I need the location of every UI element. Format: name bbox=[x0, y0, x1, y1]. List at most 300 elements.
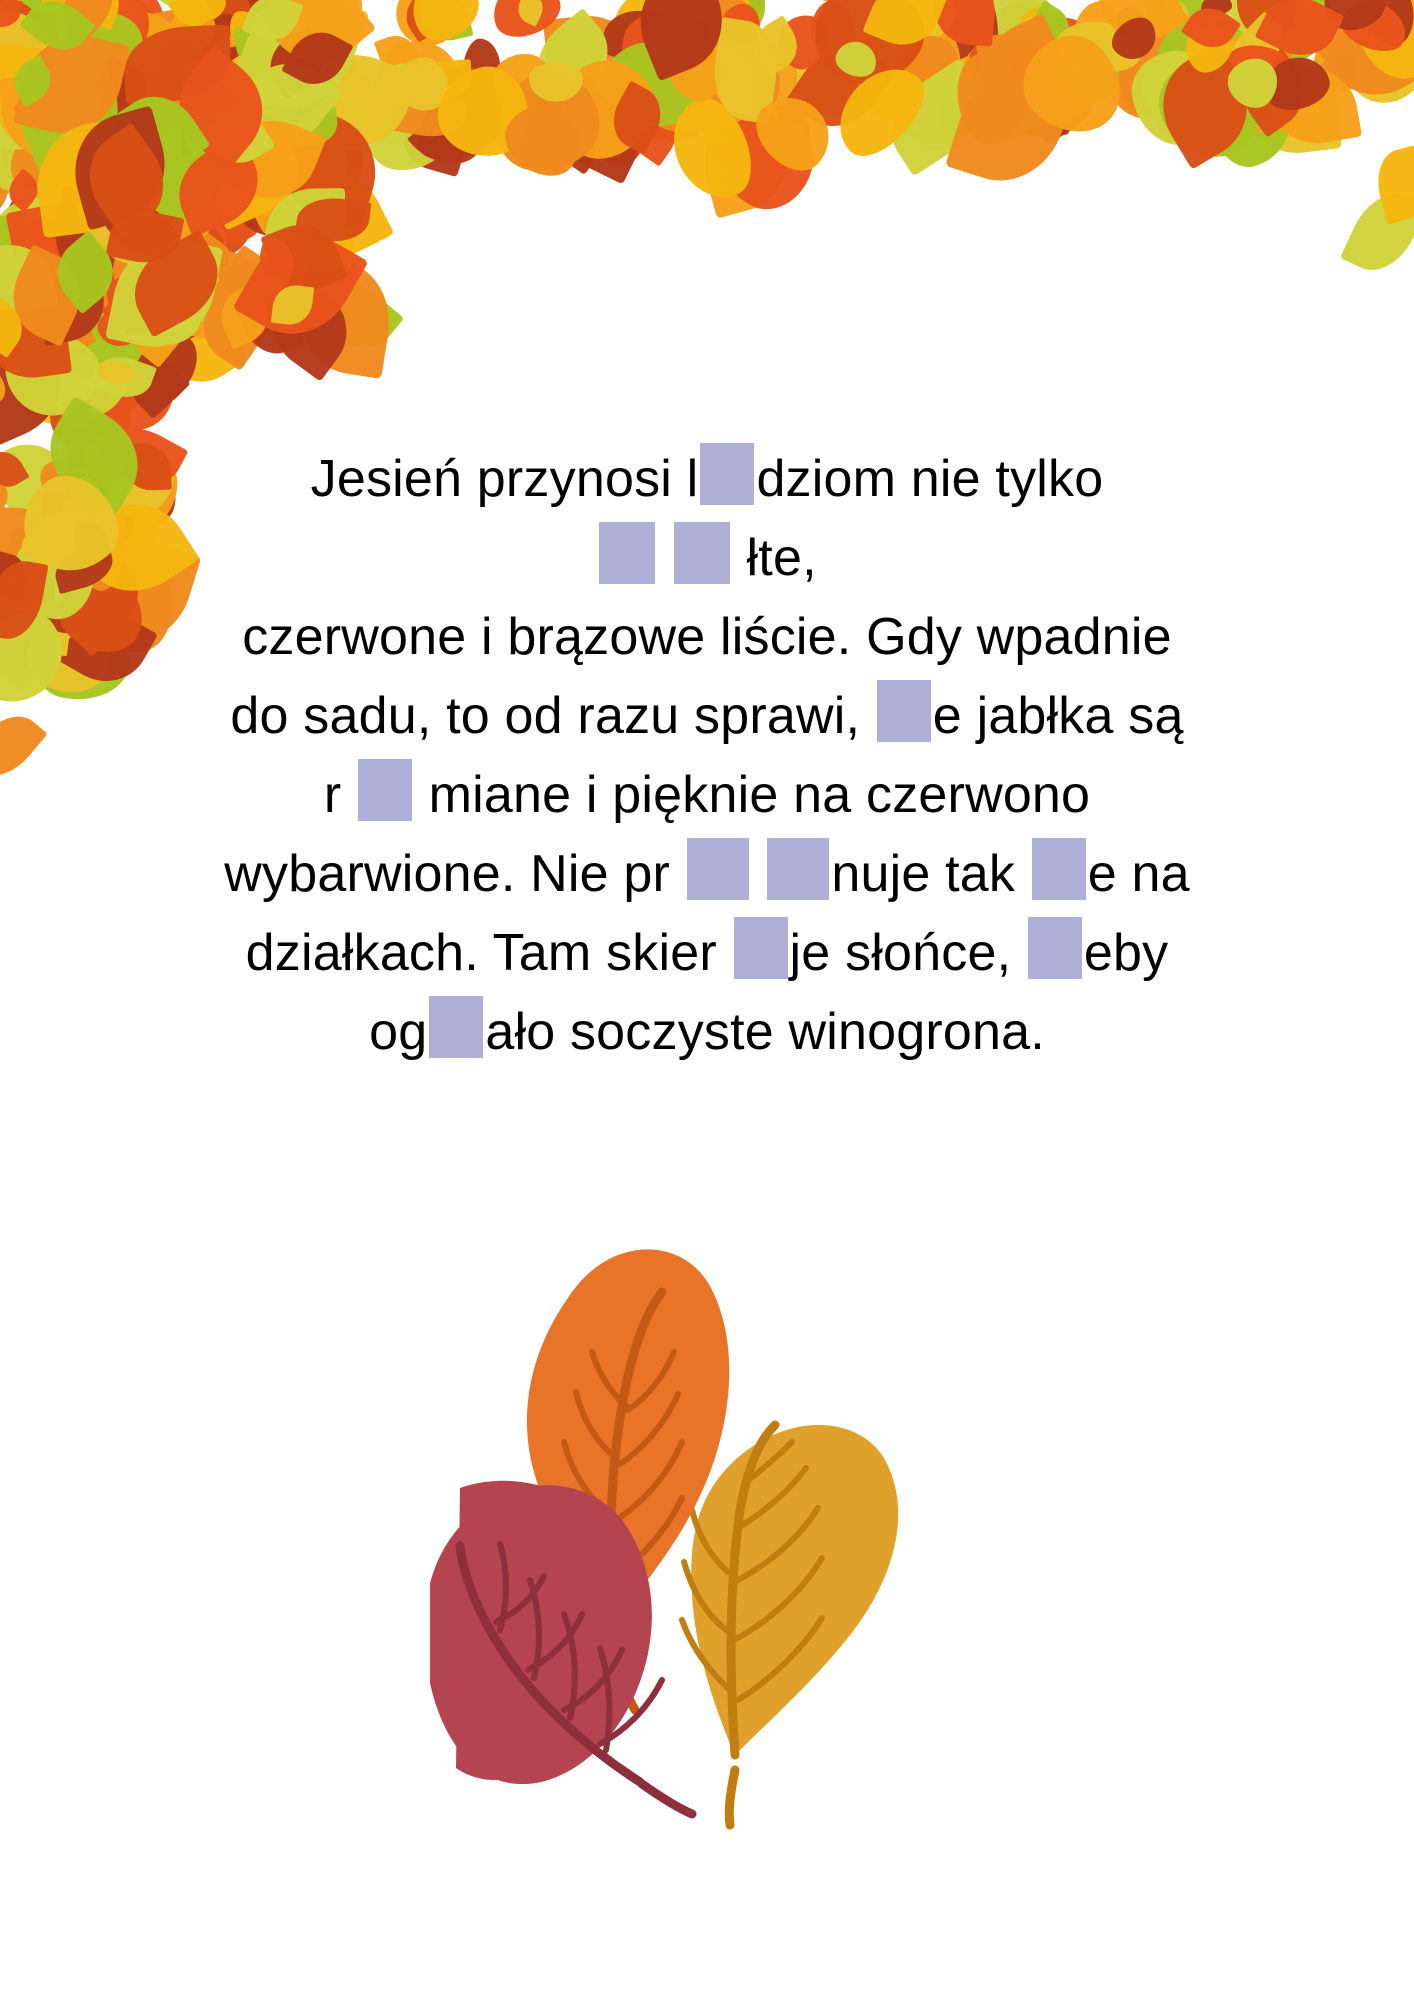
border-leaf-icon bbox=[0, 244, 95, 347]
border-leaf-icon bbox=[89, 52, 177, 140]
border-leaf-icon bbox=[167, 53, 244, 133]
border-leaf-icon bbox=[31, 217, 108, 313]
border-leaf-icon bbox=[105, 188, 230, 308]
yellow-oak-leaf bbox=[682, 1425, 898, 1825]
border-leaf-icon bbox=[81, 118, 206, 244]
border-leaf-icon bbox=[967, 40, 1007, 77]
border-leaf-icon bbox=[1342, 0, 1414, 92]
border-leaf-icon bbox=[945, 56, 1077, 197]
border-leaf-icon bbox=[0, 230, 8, 274]
border-leaf-icon bbox=[484, 0, 567, 46]
missing-letter-blank[interactable] bbox=[687, 838, 749, 900]
border-leaf-icon bbox=[706, 53, 786, 127]
border-leaf-icon bbox=[257, 78, 351, 173]
border-leaf-icon bbox=[701, 0, 768, 67]
border-leaf-icon bbox=[95, 20, 191, 110]
border-leaf-icon bbox=[428, 59, 536, 167]
border-leaf-icon bbox=[75, 66, 196, 179]
border-leaf-icon bbox=[951, 0, 1086, 104]
border-leaf-icon bbox=[894, 29, 963, 90]
border-leaf-icon bbox=[624, 93, 676, 145]
border-leaf-icon bbox=[242, 0, 305, 49]
border-leaf-icon bbox=[161, 20, 206, 69]
border-leaf-icon bbox=[104, 260, 132, 277]
border-leaf-icon bbox=[133, 208, 179, 255]
border-leaf-icon bbox=[14, 197, 103, 279]
border-leaf-icon bbox=[635, 31, 682, 71]
border-leaf-icon bbox=[189, 56, 295, 163]
border-leaf-icon bbox=[179, 0, 314, 87]
border-leaf-icon bbox=[165, 138, 271, 238]
border-leaf-icon bbox=[0, 53, 46, 96]
border-leaf-icon bbox=[201, 80, 257, 138]
border-leaf-icon bbox=[972, 13, 1080, 124]
border-leaf-icon bbox=[112, 81, 211, 183]
border-leaf-icon bbox=[122, 25, 232, 104]
missing-letter-blank[interactable] bbox=[1028, 917, 1082, 979]
border-leaf-icon bbox=[529, 62, 584, 102]
border-leaf-icon bbox=[17, 307, 93, 374]
border-leaf-icon bbox=[80, 43, 130, 104]
border-leaf-icon bbox=[157, 160, 225, 223]
missing-letter-blank[interactable] bbox=[599, 522, 655, 584]
border-leaf-icon bbox=[397, 0, 459, 42]
border-leaf-icon bbox=[163, 0, 231, 30]
three-autumn-leaves-illustration bbox=[430, 1210, 950, 1830]
worksheet-text bbox=[60, 440, 1354, 1072]
border-leaf-icon bbox=[235, 286, 306, 363]
border-leaf-icon bbox=[0, 112, 48, 192]
border-leaf-icon bbox=[106, 193, 209, 283]
border-leaf-icon bbox=[249, 0, 321, 53]
border-leaf-icon bbox=[0, 43, 111, 164]
border-leaf-icon bbox=[71, 121, 156, 187]
border-leaf-icon bbox=[215, 105, 326, 213]
border-leaf-icon bbox=[12, 304, 146, 436]
border-leaf-icon bbox=[0, 10, 78, 93]
border-leaf-icon bbox=[0, 360, 12, 407]
border-leaf-icon bbox=[0, 324, 106, 423]
border-leaf-icon bbox=[0, 0, 38, 18]
border-leaf-icon bbox=[0, 232, 12, 291]
text-fragment: r bbox=[323, 766, 356, 825]
border-leaf-icon bbox=[300, 121, 372, 188]
border-leaf-icon bbox=[521, 9, 624, 110]
border-leaf-icon bbox=[202, 0, 255, 9]
border-leaf-icon bbox=[158, 46, 284, 172]
border-leaf-icon bbox=[166, 208, 241, 295]
border-leaf-icon bbox=[975, 29, 1055, 102]
text-fragment bbox=[657, 529, 672, 587]
border-leaf-icon bbox=[1176, 51, 1241, 130]
border-leaf-icon bbox=[0, 287, 72, 384]
border-leaf-icon bbox=[441, 63, 524, 144]
border-leaf-icon bbox=[0, 0, 69, 45]
border-leaf-icon bbox=[115, 323, 213, 420]
border-leaf-icon bbox=[258, 78, 331, 147]
border-leaf-icon bbox=[265, 0, 376, 78]
border-leaf-icon bbox=[185, 52, 254, 122]
missing-letter-blank[interactable] bbox=[358, 759, 412, 821]
border-leaf-icon bbox=[215, 39, 296, 120]
border-leaf-icon bbox=[493, 91, 593, 188]
border-leaf-icon bbox=[106, 12, 161, 60]
border-leaf-icon bbox=[386, 61, 485, 177]
border-leaf-icon bbox=[1330, 11, 1414, 117]
border-leaf-icon bbox=[832, 36, 883, 86]
border-leaf-icon bbox=[1370, 145, 1414, 225]
border-leaf-icon bbox=[87, 181, 174, 267]
border-leaf-icon bbox=[5, 196, 115, 301]
border-leaf-icon bbox=[218, 134, 301, 189]
border-leaf-icon bbox=[125, 35, 168, 80]
border-leaf-icon bbox=[873, 58, 1000, 177]
border-leaf-icon bbox=[220, 43, 343, 169]
border-leaf-icon bbox=[113, 266, 187, 336]
border-leaf-icon bbox=[252, 270, 365, 381]
border-leaf-icon bbox=[218, 98, 321, 200]
border-leaf-icon bbox=[691, 84, 773, 169]
border-leaf-icon bbox=[0, 123, 59, 202]
border-leaf-icon bbox=[255, 237, 298, 282]
border-leaf-icon bbox=[104, 193, 179, 268]
border-leaf-icon bbox=[64, 20, 158, 121]
border-leaf-icon bbox=[63, 0, 164, 70]
text-fragment: łte, bbox=[731, 529, 817, 588]
border-leaf-icon bbox=[235, 33, 274, 98]
border-leaf-icon bbox=[550, 96, 598, 146]
border-leaf-icon bbox=[0, 595, 50, 690]
border-leaf-icon bbox=[131, 40, 191, 96]
border-leaf-icon bbox=[176, 78, 265, 174]
border-leaf-icon bbox=[81, 133, 119, 172]
missing-letter-blank[interactable] bbox=[767, 838, 829, 900]
border-leaf-icon bbox=[185, 101, 291, 200]
border-leaf-icon bbox=[993, 87, 1031, 124]
missing-letter-blank[interactable] bbox=[429, 996, 483, 1058]
border-leaf-icon bbox=[232, 20, 292, 78]
border-leaf-icon bbox=[138, 178, 214, 252]
border-leaf-icon bbox=[1369, 0, 1414, 41]
border-leaf-icon bbox=[389, 69, 501, 177]
border-leaf-icon bbox=[0, 339, 76, 449]
border-leaf-icon bbox=[118, 32, 149, 66]
border-leaf-icon bbox=[410, 92, 498, 172]
border-leaf-icon bbox=[51, 331, 156, 423]
border-leaf-icon bbox=[1312, 22, 1406, 92]
border-leaf-icon bbox=[76, 54, 162, 149]
border-leaf-icon bbox=[104, 139, 169, 208]
border-leaf-icon bbox=[1, 201, 107, 306]
border-leaf-icon bbox=[370, 100, 407, 134]
text-line bbox=[60, 598, 1354, 677]
missing-letter-blank[interactable] bbox=[674, 522, 730, 584]
border-leaf-icon bbox=[5, 13, 30, 43]
missing-letter-blank[interactable] bbox=[700, 443, 754, 505]
border-leaf-icon bbox=[1107, 1, 1153, 48]
border-leaf-icon bbox=[119, 229, 235, 337]
missing-letter-blank[interactable] bbox=[1032, 838, 1086, 900]
border-leaf-icon bbox=[1384, 7, 1414, 71]
border-leaf-icon bbox=[747, 15, 806, 76]
border-leaf-icon bbox=[280, 175, 358, 269]
border-leaf-icon bbox=[211, 132, 287, 211]
border-leaf-icon bbox=[584, 99, 621, 149]
border-leaf-icon bbox=[0, 268, 41, 313]
border-leaf-icon bbox=[1198, 0, 1285, 58]
text-fragment: e na bbox=[1087, 845, 1190, 904]
missing-letter-blank[interactable] bbox=[877, 680, 931, 742]
border-leaf-icon bbox=[0, 551, 32, 603]
border-leaf-icon bbox=[38, 86, 91, 133]
border-leaf-icon bbox=[559, 69, 663, 178]
border-leaf-icon bbox=[1198, 34, 1290, 136]
border-leaf-icon bbox=[198, 255, 291, 333]
border-leaf-icon bbox=[89, 1, 160, 56]
border-leaf-icon bbox=[119, 281, 203, 368]
border-leaf-icon bbox=[40, 219, 94, 283]
border-leaf-icon bbox=[96, 55, 195, 150]
border-leaf-icon bbox=[374, 30, 424, 82]
border-leaf-icon bbox=[0, 7, 91, 124]
border-leaf-icon bbox=[265, 189, 347, 268]
border-leaf-icon bbox=[1143, 42, 1267, 169]
border-leaf-icon bbox=[1200, 0, 1234, 17]
border-leaf-icon bbox=[0, 0, 57, 93]
border-leaf-icon bbox=[385, 47, 460, 121]
border-leaf-icon bbox=[400, 0, 489, 52]
border-leaf-icon bbox=[1007, 35, 1087, 103]
border-leaf-icon bbox=[110, 183, 242, 311]
border-leaf-icon bbox=[86, 10, 149, 68]
border-leaf-icon bbox=[182, 46, 282, 165]
border-leaf-icon bbox=[115, 98, 138, 127]
border-leaf-icon bbox=[0, 236, 58, 320]
border-leaf-icon bbox=[953, 48, 1032, 148]
border-leaf-icon bbox=[167, 0, 215, 35]
border-leaf-icon bbox=[0, 246, 108, 374]
border-leaf-icon bbox=[8, 566, 45, 606]
border-leaf-icon bbox=[1197, 55, 1302, 175]
border-leaf-icon bbox=[88, 264, 134, 299]
border-leaf-icon bbox=[67, 0, 127, 31]
border-leaf-icon bbox=[146, 204, 195, 265]
border-leaf-icon bbox=[123, 8, 171, 55]
border-leaf-icon bbox=[288, 54, 398, 167]
border-leaf-icon bbox=[160, 131, 217, 200]
border-leaf-icon bbox=[417, 0, 473, 46]
border-leaf-icon bbox=[1221, 0, 1312, 51]
border-leaf-icon bbox=[596, 0, 721, 93]
border-leaf-icon bbox=[59, 129, 154, 223]
border-leaf-icon bbox=[994, 60, 1069, 138]
border-leaf-icon bbox=[1030, 50, 1110, 128]
border-leaf-icon bbox=[162, 1, 224, 61]
border-leaf-icon bbox=[226, 7, 269, 63]
border-leaf-icon bbox=[292, 256, 399, 379]
border-leaf-icon bbox=[30, 118, 145, 238]
text-line bbox=[60, 993, 1354, 1072]
border-leaf-icon bbox=[2, 169, 45, 213]
border-leaf-icon bbox=[94, 221, 152, 279]
border-leaf-icon bbox=[108, 4, 160, 49]
border-leaf-icon bbox=[523, 102, 576, 166]
border-leaf-icon bbox=[233, 214, 369, 355]
border-leaf-icon bbox=[270, 154, 394, 277]
text-fragment: działkach. Tam skier bbox=[245, 924, 732, 983]
border-leaf-icon bbox=[171, 11, 290, 133]
border-leaf-icon bbox=[120, 127, 207, 205]
border-leaf-icon bbox=[3, 94, 112, 214]
border-leaf-icon bbox=[0, 0, 138, 122]
border-leaf-icon bbox=[72, 0, 153, 69]
border-leaf-icon bbox=[1012, 0, 1065, 52]
border-leaf-icon bbox=[149, 0, 196, 12]
border-leaf-icon bbox=[1221, 41, 1295, 100]
border-leaf-icon bbox=[93, 227, 136, 270]
border-leaf-icon bbox=[1017, 62, 1094, 140]
border-leaf-icon bbox=[861, 3, 981, 125]
border-leaf-icon bbox=[0, 0, 101, 107]
border-leaf-icon bbox=[152, 5, 215, 91]
border-leaf-icon bbox=[1254, 0, 1345, 69]
border-leaf-icon bbox=[785, 30, 896, 144]
border-leaf-icon bbox=[390, 91, 468, 143]
border-leaf-icon bbox=[75, 153, 153, 231]
border-leaf-icon bbox=[149, 0, 265, 78]
border-leaf-icon bbox=[543, 10, 649, 115]
border-leaf-icon bbox=[119, 62, 222, 163]
border-leaf-icon bbox=[162, 69, 224, 129]
border-leaf-icon bbox=[30, 0, 125, 68]
border-leaf-icon bbox=[228, 0, 370, 128]
missing-letter-blank[interactable] bbox=[734, 917, 788, 979]
border-leaf-icon bbox=[1051, 17, 1143, 77]
border-leaf-icon bbox=[7, 525, 40, 558]
border-leaf-icon bbox=[0, 611, 29, 658]
border-leaf-icon bbox=[692, 103, 800, 219]
border-leaf-icon bbox=[120, 277, 208, 355]
border-leaf-icon bbox=[1215, 0, 1349, 88]
border-leaf-icon bbox=[0, 282, 45, 346]
border-leaf-icon bbox=[143, 45, 264, 157]
border-leaf-icon bbox=[686, 0, 764, 27]
border-leaf-icon bbox=[195, 121, 285, 213]
border-leaf-icon bbox=[1141, 31, 1286, 176]
border-leaf-icon bbox=[29, 172, 123, 283]
border-leaf-icon bbox=[1368, 0, 1414, 46]
border-leaf-icon bbox=[0, 0, 118, 89]
border-leaf-icon bbox=[1259, 50, 1336, 117]
border-leaf-icon bbox=[708, 43, 758, 115]
border-leaf-icon bbox=[1139, 49, 1205, 127]
border-leaf-icon bbox=[73, 175, 167, 278]
border-leaf-icon bbox=[417, 59, 474, 102]
border-leaf-icon bbox=[0, 0, 23, 32]
text-line bbox=[60, 440, 1354, 519]
border-leaf-icon bbox=[1213, 11, 1295, 94]
border-leaf-icon bbox=[0, 31, 139, 184]
border-leaf-icon bbox=[0, 275, 41, 342]
border-leaf-icon bbox=[184, 244, 301, 370]
border-leaf-icon bbox=[372, 36, 463, 133]
border-leaf-icon bbox=[1, 88, 92, 186]
border-leaf-icon bbox=[1001, 63, 1083, 145]
border-leaf-icon bbox=[1073, 0, 1120, 64]
border-leaf-icon bbox=[1201, 23, 1240, 51]
border-leaf-icon bbox=[110, 0, 150, 33]
border-leaf-icon bbox=[622, 101, 687, 166]
border-leaf-icon bbox=[32, 80, 84, 133]
border-leaf-icon bbox=[3, 4, 126, 128]
border-leaf-icon bbox=[124, 112, 194, 194]
border-leaf-icon bbox=[255, 0, 376, 83]
border-leaf-icon bbox=[106, 235, 233, 361]
border-leaf-icon bbox=[121, 127, 244, 249]
border-leaf-icon bbox=[138, 87, 271, 220]
border-leaf-icon bbox=[639, 62, 684, 115]
border-leaf-icon bbox=[1340, 182, 1414, 283]
border-leaf-icon bbox=[52, 33, 125, 106]
border-leaf-icon bbox=[862, 0, 947, 56]
text-fragment: e jabłka są bbox=[932, 687, 1184, 746]
border-leaf-icon bbox=[189, 0, 319, 100]
border-leaf-icon bbox=[132, 171, 206, 247]
border-leaf-icon bbox=[171, 44, 224, 105]
border-leaf-icon bbox=[0, 190, 74, 268]
border-leaf-icon bbox=[185, 201, 211, 232]
border-leaf-icon bbox=[156, 261, 223, 347]
text-fragment: wybarwione. Nie pr bbox=[224, 845, 685, 904]
border-leaf-icon bbox=[1154, 0, 1192, 32]
border-leaf-icon bbox=[266, 104, 391, 231]
border-leaf-icon bbox=[35, 334, 77, 377]
border-leaf-icon bbox=[164, 123, 239, 217]
border-leaf-icon bbox=[192, 68, 232, 124]
border-leaf-icon bbox=[55, 393, 98, 434]
text-fragment: ało soczyste winogrona. bbox=[485, 1003, 1045, 1062]
border-leaf-icon bbox=[938, 39, 1038, 142]
border-leaf-icon bbox=[511, 68, 621, 173]
border-leaf-icon bbox=[133, 48, 188, 96]
border-leaf-icon bbox=[0, 581, 51, 652]
border-leaf-icon bbox=[1233, 46, 1342, 160]
border-leaf-icon bbox=[1213, 19, 1305, 116]
border-leaf-icon bbox=[172, 167, 270, 267]
border-leaf-icon bbox=[121, 314, 173, 385]
border-leaf-icon bbox=[0, 273, 104, 382]
border-leaf-icon bbox=[14, 0, 147, 84]
border-leaf-icon bbox=[95, 102, 183, 182]
border-leaf-icon bbox=[590, 18, 721, 148]
border-leaf-icon bbox=[300, 36, 368, 105]
border-leaf-icon bbox=[0, 108, 78, 198]
border-leaf-icon bbox=[1181, 0, 1241, 57]
text-fragment bbox=[751, 845, 766, 903]
text-line bbox=[60, 835, 1354, 914]
border-leaf-icon bbox=[74, 259, 197, 382]
border-leaf-icon bbox=[1354, 30, 1413, 90]
border-leaf-icon bbox=[614, 3, 732, 108]
border-leaf-icon bbox=[60, 98, 110, 149]
border-leaf-icon bbox=[38, 0, 131, 46]
border-leaf-icon bbox=[0, 12, 62, 75]
border-leaf-icon bbox=[58, 12, 179, 132]
border-leaf-icon bbox=[148, 126, 219, 205]
border-leaf-icon bbox=[70, 122, 183, 237]
border-leaf-icon bbox=[0, 1, 39, 47]
border-leaf-icon bbox=[159, 139, 275, 258]
